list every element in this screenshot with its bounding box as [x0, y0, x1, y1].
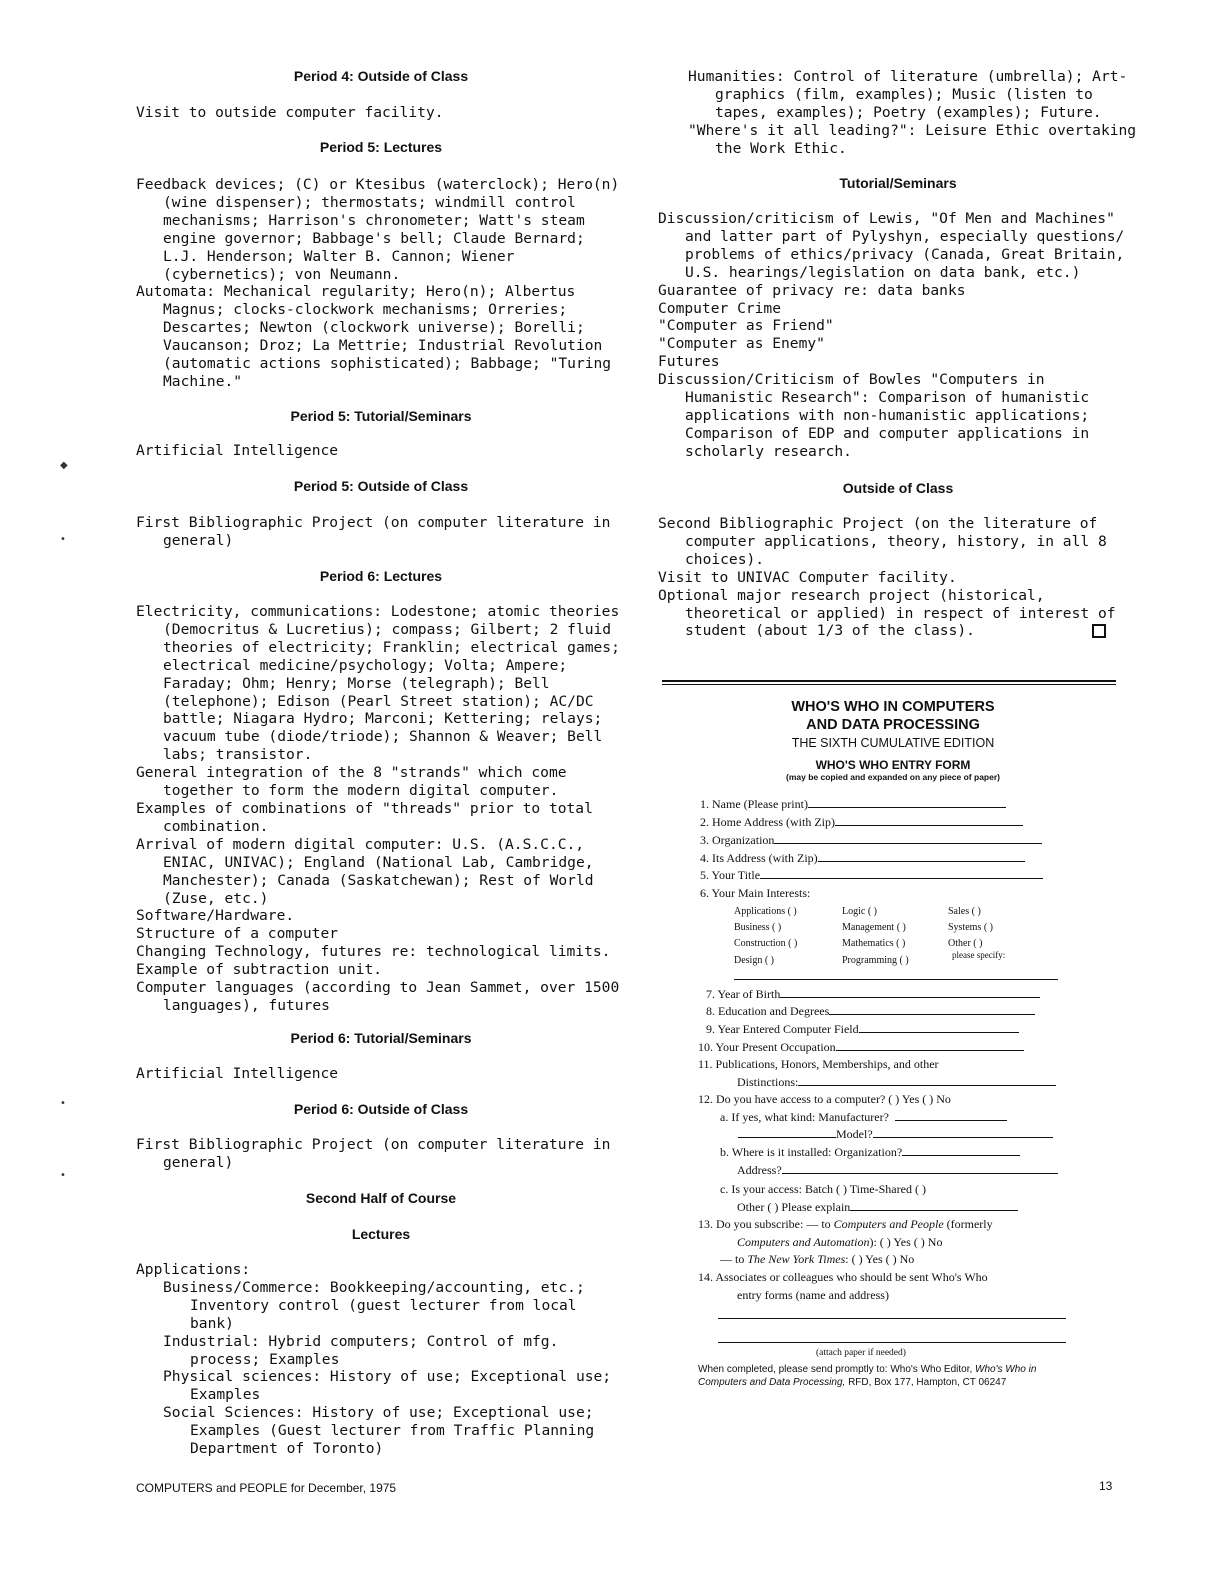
paragraph: Humanities: Control of literature (umbrella); Art-graphics (film, examples); Music (listen to tapes, examples); Poetry (examples); Future. "Where's it all leading?": Leisure Ethic overtaking the Work Ethic.	[688, 68, 1137, 157]
heading-period5-outside: Period 5: Outside of Class	[293, 478, 469, 494]
margin-speck: •	[60, 1170, 66, 1181]
field-installed-org[interactable]: b. Where is it installed: Organization?	[720, 1145, 1020, 1160]
interest-systems[interactable]: Systems ( )	[948, 922, 993, 933]
field-associates: 14. Associates or colleagues who should be sent Who's Who	[698, 1270, 988, 1284]
margin-speck: ◆	[60, 460, 68, 471]
heading-period6-outside: Period 6: Outside of Class	[293, 1101, 469, 1117]
interest-business[interactable]: Business ( )	[734, 922, 782, 933]
associates-line-1[interactable]	[718, 1318, 1066, 1319]
field-publications: 11. Publications, Honors, Memberships, and other	[698, 1057, 939, 1071]
heading-tutorial-seminars: Tutorial/Seminars	[839, 175, 957, 191]
form-copy-note: (may be copied and expanded on any piece of paper)	[786, 772, 1000, 782]
heading-period5-tutorial: Period 5: Tutorial/Seminars	[290, 408, 472, 424]
heading-period4-outside: Period 4: Outside of Class	[293, 68, 469, 84]
heading-outside-class: Outside of Class	[842, 480, 954, 496]
paragraph: Feedback devices; (C) or Ktesibus (waterclock); Hero(n) (wine dispenser); thermostats; windmill control mechanisms; Harrison's chronometer; Watt's steam engine governor; Babbage's bell; Claude Bernard; L.J. Henderson; Walter B. Cannon; Wiener (cybernetics); von Neumann. Automata: Mechanical regularity; Hero(n); Albertus Magnus; clocks-clockwork mechanisms; Orreries; Descartes; Newton (clockwork universe); Borelli; Vaucanson; Droz; La Mettrie; Industrial Revolution (automatic actions sophisticated); Babbage; "Turing Machine."	[136, 176, 620, 390]
interest-other[interactable]: Other ( )	[948, 938, 983, 949]
specify-line[interactable]	[734, 979, 1058, 980]
field-its-address[interactable]: 4. Its Address (with Zip)	[700, 851, 1025, 866]
interest-logic[interactable]: Logic ( )	[842, 906, 877, 917]
heading-period5-lectures: Period 5: Lectures	[319, 139, 443, 155]
form-title-line2: AND DATA PROCESSING	[806, 717, 980, 733]
paragraph: First Bibliographic Project (on computer literature in general)	[136, 514, 611, 549]
interest-construction[interactable]: Construction ( )	[734, 938, 798, 949]
interest-mathematics[interactable]: Mathematics ( )	[842, 938, 906, 949]
attach-note: (attach paper if needed)	[816, 1348, 906, 1358]
field-computer-access[interactable]: 12. Do you have access to a computer? ( ) Yes ( ) No	[698, 1092, 951, 1106]
divider	[662, 680, 1116, 685]
paragraph: Electricity, communications: Lodestone; atomic theories (Democritus & Lucretius); compass; Gilbert; 2 fluid theories of electricity; Franklin; electrical games; electrical medicine/psychology; Volta; Ampere; Faraday; Ohm; Henry; Morse (telegraph); Bell (telephone); Edison (Pearl Street station); AC/DC battle; Niagara Hydro; Marconi; Kettering; relays; vacuum tube (diode/triode); Shannon & Weaver; Bell labs; transistor. General integration of the 8 "strands" which come together to form the modern digital computer. Examples of combinations of "threads" prior to total combination. Arrival of modern digital computer: U.S. (A.S.C.C., ENIAC, UNIVAC); England (National Lab, Cambridge, Manchester); Canada (Saskatchewan); Rest of World (Zuse, etc.) Software/Hardware. Structure of a computer Changing Technology, futures re: technological limits. Example of subtraction unit. Computer languages (according to Jean Sammet, over 1500 languages), futures	[136, 603, 620, 1014]
page-number: 13	[1099, 1479, 1113, 1493]
field-model[interactable]: Model?	[738, 1127, 1053, 1142]
form-edition: THE SIXTH CUMULATIVE EDITION	[791, 736, 995, 750]
field-subscribe-cap: 13. Do you subscribe: — to Computers and People (formerly	[698, 1217, 993, 1231]
heading-lectures: Lectures	[351, 1226, 411, 1242]
form-title-line1: WHO'S WHO IN COMPUTERS	[791, 699, 995, 715]
heading-period6-lectures: Period 6: Lectures	[319, 568, 443, 584]
field-distinctions[interactable]: Distinctions:	[737, 1075, 1056, 1090]
paragraph: Second Bibliographic Project (on the literature of computer applications, theory, history, in all 8 choices). Visit to UNIVAC Computer facility. Optional major research project (historical, theoretical or applied) in respect of interest of student (about 1/3 of the class).	[658, 515, 1116, 640]
field-your-title[interactable]: 5. Your Title	[700, 868, 1043, 883]
running-footer: COMPUTERS and PEOPLE for December, 1975	[136, 1481, 397, 1495]
interest-programming[interactable]: Programming ( )	[842, 955, 909, 966]
interest-management[interactable]: Management ( )	[842, 922, 906, 933]
interest-design[interactable]: Design ( )	[734, 955, 774, 966]
interest-sales[interactable]: Sales ( )	[948, 906, 981, 917]
paragraph: Discussion/criticism of Lewis, "Of Men and Machines" and latter part of Pylyshyn, especially questions/ problems of ethics/privacy (Canada, Great Britain, U.S. hearings/legislation on data bank, etc.) Guarantee of privacy re: data banks Computer Crime "Computer as Friend" "Computer as Enemy" Futures Discussion/Criticism of Bowles "Computers in Humanistic Research": Comparison of humanistic applications with non-humanistic applications; Comparison of EDP and computer applications in scholarly research.	[658, 210, 1125, 460]
field-manufacturer[interactable]: a. If yes, what kind: Manufacturer?	[720, 1110, 1007, 1125]
form-entry-heading: WHO'S WHO ENTRY FORM	[815, 758, 971, 772]
whos-who-entry-form	[698, 698, 1088, 782]
field-subscribe-ca[interactable]: Computers and Automation): ( ) Yes ( ) No	[737, 1235, 943, 1249]
margin-speck: •	[60, 534, 66, 545]
paragraph: Applications: Business/Commerce: Bookkeeping/accounting, etc.; Inventory control (guest lecturer from local bank) Industrial: Hybrid computers; Control of mfg. process; Examples Physical sciences: History of use; Exceptional use; Examples Social Sciences: History of use; Exceptional use; Examples (Guest lecturer from Traffic Planning Department of Toronto)	[136, 1261, 612, 1458]
interest-applications[interactable]: Applications ( )	[734, 906, 797, 917]
paragraph: Artificial Intelligence	[136, 1065, 339, 1082]
field-name[interactable]: 1. Name (Please print)	[700, 797, 1006, 812]
paragraph: Visit to outside computer facility.	[136, 104, 444, 121]
field-organization[interactable]: 3. Organization	[700, 833, 1042, 848]
mailing-instructions: When completed, please send promptly to: Who's Who Editor, Who's Who in Computers and Data Processing, RFD, Box 177, Hampton, CT 06247	[698, 1364, 1037, 1388]
field-associates-sub: entry forms (name and address)	[737, 1288, 889, 1302]
field-year-of-birth[interactable]: 7. Year of Birth	[706, 987, 1040, 1002]
end-mark-icon	[1092, 624, 1106, 638]
field-occupation[interactable]: 10. Your Present Occupation	[698, 1040, 1024, 1055]
field-year-entered[interactable]: 9. Year Entered Computer Field	[706, 1022, 1019, 1037]
heading-second-half: Second Half of Course	[305, 1190, 457, 1206]
paragraph: Artificial Intelligence	[136, 442, 339, 459]
field-main-interests: 6. Your Main Interests:	[700, 886, 811, 900]
field-installed-address[interactable]: Address?	[737, 1163, 1058, 1178]
field-access-type[interactable]: c. Is your access: Batch ( ) Time-Shared ( )	[720, 1182, 926, 1196]
interest-specify-label: please specify:	[952, 950, 1006, 960]
paragraph: First Bibliographic Project (on computer literature in general)	[136, 1136, 611, 1171]
margin-speck: •	[60, 1098, 66, 1109]
field-subscribe-nyt[interactable]: — to The New York Times: ( ) Yes ( ) No	[720, 1252, 915, 1266]
heading-period6-tutorial: Period 6: Tutorial/Seminars	[290, 1030, 472, 1046]
field-access-other[interactable]: Other ( ) Please explain	[737, 1200, 1018, 1215]
associates-line-2[interactable]	[718, 1342, 1066, 1343]
field-home-address[interactable]: 2. Home Address (with Zip)	[700, 815, 1023, 830]
field-education[interactable]: 8. Education and Degrees	[706, 1004, 1035, 1019]
